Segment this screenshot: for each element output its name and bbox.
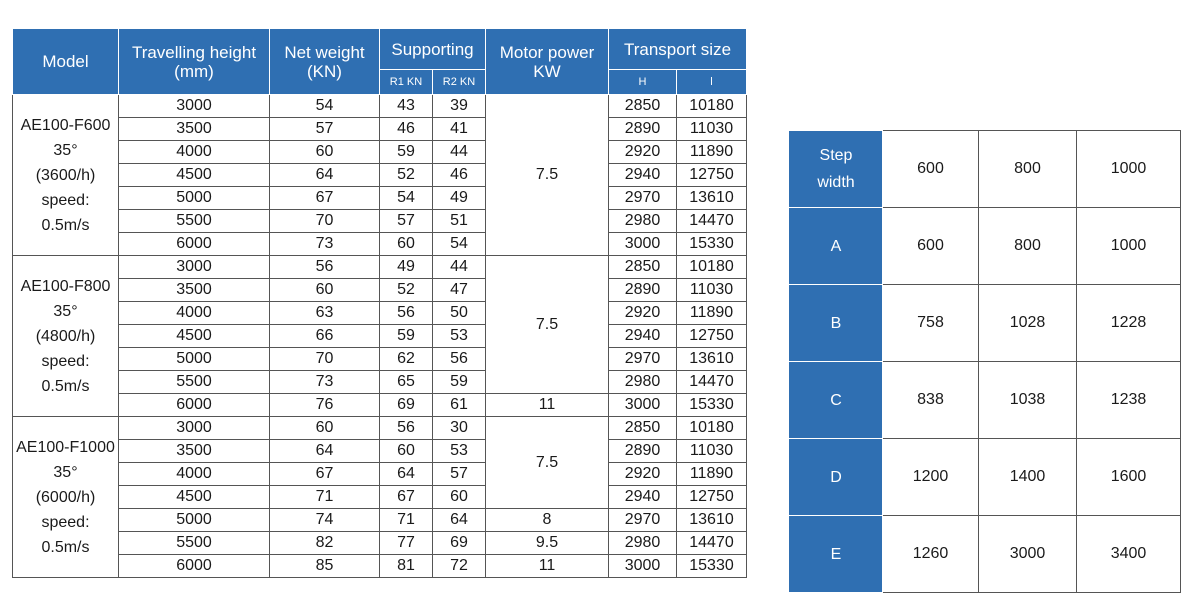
step-value-cell: 1200: [883, 439, 979, 516]
table-row: [790, 285, 1181, 362]
transport-h-cell: 2940: [609, 486, 677, 509]
motor-power-cell: 11: [486, 394, 609, 417]
transport-l-cell: 12750: [677, 164, 747, 187]
transport-l-cell: 12750: [677, 325, 747, 348]
r1-cell: 52: [380, 279, 433, 302]
transport-l-cell: 15330: [677, 555, 747, 578]
transport-l-cell: 14470: [677, 371, 747, 394]
step-value-cell: 1400: [979, 439, 1077, 516]
r2-cell: 57: [433, 463, 486, 486]
transport-h-cell: 2890: [609, 440, 677, 463]
net-weight-cell: 60: [270, 279, 380, 302]
step-row-label-line: B: [830, 314, 842, 332]
step-row-label: [790, 285, 883, 362]
travelling-height-cell: 6000: [119, 233, 270, 256]
model-cell: [13, 256, 119, 417]
table-row: [13, 210, 747, 233]
step-value-cell: 1260: [883, 516, 979, 593]
transport-l-cell: 11890: [677, 141, 747, 164]
travelling-height-cell: 4500: [119, 325, 270, 348]
transport-l-cell: 13610: [677, 348, 747, 371]
transport-h-cell: 2970: [609, 348, 677, 371]
header-supporting: Supporting: [380, 29, 486, 70]
step-width-table: [789, 130, 1181, 593]
r2-cell: 60: [433, 486, 486, 509]
r2-cell: 39: [433, 95, 486, 118]
transport-h-cell: 2980: [609, 210, 677, 233]
r1-cell: 54: [380, 187, 433, 210]
step-value-cell: 1000: [1077, 131, 1181, 208]
r2-cell: 72: [433, 555, 486, 578]
travelling-height-cell: 4500: [119, 164, 270, 187]
table-row: [13, 118, 747, 141]
model-line: 0.5m/s: [41, 377, 90, 395]
step-value-cell: 3000: [979, 516, 1077, 593]
transport-l-cell: 15330: [677, 233, 747, 256]
table-row: [13, 256, 747, 279]
table-row: [13, 233, 747, 256]
table-row: [790, 516, 1181, 593]
motor-power-cell: 11: [486, 555, 609, 578]
transport-l-cell: 11890: [677, 463, 747, 486]
r1-cell: 64: [380, 463, 433, 486]
step-value-cell: 1600: [1077, 439, 1181, 516]
net-weight-cell: 56: [270, 256, 380, 279]
model-line: speed:: [41, 513, 90, 531]
transport-h-cell: 2850: [609, 417, 677, 440]
r2-cell: 41: [433, 118, 486, 141]
transport-h-cell: 2890: [609, 118, 677, 141]
transport-h-cell: 3000: [609, 233, 677, 256]
net-weight-cell: 60: [270, 417, 380, 440]
transport-h-cell: 2890: [609, 279, 677, 302]
step-width-table-body: [790, 131, 1181, 593]
transport-h-cell: 2920: [609, 463, 677, 486]
table-row: [13, 486, 747, 509]
transport-h-cell: 2980: [609, 371, 677, 394]
travelling-height-cell: 3000: [119, 256, 270, 279]
net-weight-cell: 60: [270, 141, 380, 164]
model-line: 35°: [53, 463, 78, 481]
table-row: [13, 463, 747, 486]
motor-power-cell: 7.5: [486, 417, 609, 509]
model-line: 0.5m/s: [41, 538, 90, 556]
cropped-top-text: [608, 0, 1038, 4]
step-value-cell: 758: [883, 285, 979, 362]
transport-l-cell: 14470: [677, 210, 747, 233]
travelling-height-cell: 5000: [119, 348, 270, 371]
table-row: [13, 394, 747, 417]
r2-cell: 64: [433, 509, 486, 532]
travelling-height-cell: 3500: [119, 440, 270, 463]
table-row: [790, 362, 1181, 439]
transport-l-cell: 12750: [677, 486, 747, 509]
table-row: [13, 555, 747, 578]
table-row: [13, 371, 747, 394]
model-cell: [13, 95, 119, 256]
r1-cell: 65: [380, 371, 433, 394]
transport-h-cell: 3000: [609, 555, 677, 578]
transport-l-cell: 11890: [677, 302, 747, 325]
table-row: [13, 417, 747, 440]
travelling-height-cell: 5500: [119, 371, 270, 394]
step-row-label-line: C: [830, 391, 842, 409]
transport-h-cell: 2920: [609, 302, 677, 325]
r2-cell: 44: [433, 141, 486, 164]
transport-h-cell: 3000: [609, 394, 677, 417]
motor-power-cell: 9.5: [486, 532, 609, 555]
transport-l-cell: 11030: [677, 118, 747, 141]
net-weight-cell: 70: [270, 210, 380, 233]
r2-cell: 56: [433, 348, 486, 371]
table-row: [13, 164, 747, 187]
header-motor-power: Motor power KW: [486, 29, 609, 95]
step-value-cell: 800: [979, 131, 1077, 208]
net-weight-cell: 66: [270, 325, 380, 348]
r2-cell: 51: [433, 210, 486, 233]
r2-cell: 54: [433, 233, 486, 256]
r2-cell: 53: [433, 325, 486, 348]
model-line: AE100-F600: [20, 116, 111, 134]
model-line: (3600/h): [35, 166, 96, 184]
step-row-label-line: E: [830, 545, 842, 563]
header-model: Model: [13, 29, 119, 95]
r1-cell: 56: [380, 417, 433, 440]
net-weight-cell: 74: [270, 509, 380, 532]
header-r1: R1 KN: [380, 70, 433, 95]
transport-h-cell: 2940: [609, 164, 677, 187]
r1-cell: 62: [380, 348, 433, 371]
transport-h-cell: 2970: [609, 509, 677, 532]
r2-cell: 47: [433, 279, 486, 302]
header-h: H: [609, 70, 677, 95]
model-line: 0.5m/s: [41, 216, 90, 234]
r1-cell: 69: [380, 394, 433, 417]
transport-h-cell: 2980: [609, 532, 677, 555]
net-weight-cell: 70: [270, 348, 380, 371]
travelling-height-cell: 5000: [119, 509, 270, 532]
travelling-height-cell: 6000: [119, 555, 270, 578]
net-weight-cell: 63: [270, 302, 380, 325]
transport-l-cell: 11030: [677, 279, 747, 302]
transport-l-cell: 13610: [677, 187, 747, 210]
travelling-height-cell: 3000: [119, 417, 270, 440]
transport-h-cell: 2940: [609, 325, 677, 348]
table-row: [13, 141, 747, 164]
table-row: [790, 131, 1181, 208]
model-line: AE100-F1000: [16, 438, 115, 456]
spec-table: [12, 28, 747, 578]
step-value-cell: 838: [883, 362, 979, 439]
r2-cell: 59: [433, 371, 486, 394]
step-value-cell: 3400: [1077, 516, 1181, 593]
r1-cell: 57: [380, 210, 433, 233]
transport-h-cell: 2850: [609, 256, 677, 279]
step-value-cell: 1000: [1077, 208, 1181, 285]
step-value-cell: 600: [883, 208, 979, 285]
header-l: l: [677, 70, 747, 95]
r2-cell: 49: [433, 187, 486, 210]
transport-h-cell: 2920: [609, 141, 677, 164]
table-row: [13, 302, 747, 325]
net-weight-cell: 64: [270, 440, 380, 463]
travelling-height-cell: 4000: [119, 302, 270, 325]
model-line: (6000/h): [35, 488, 96, 506]
step-value-cell: 600: [883, 131, 979, 208]
spec-table-body: [13, 95, 747, 578]
table-row: [13, 509, 747, 532]
r1-cell: 43: [380, 95, 433, 118]
header-travelling-height: Travelling height (mm): [119, 29, 270, 95]
step-value-cell: 800: [979, 208, 1077, 285]
model-line: speed:: [41, 191, 90, 209]
travelling-height-cell: 5500: [119, 210, 270, 233]
r1-cell: 71: [380, 509, 433, 532]
transport-l-cell: 15330: [677, 394, 747, 417]
r1-cell: 67: [380, 486, 433, 509]
step-row-label: [790, 131, 883, 208]
net-weight-cell: 67: [270, 463, 380, 486]
table-row: [790, 439, 1181, 516]
model-line: 35°: [53, 302, 78, 320]
net-weight-cell: 54: [270, 95, 380, 118]
travelling-height-cell: 3500: [119, 118, 270, 141]
transport-l-cell: 11030: [677, 440, 747, 463]
table-row: [13, 532, 747, 555]
step-value-cell: 1238: [1077, 362, 1181, 439]
step-row-label-line: Step: [819, 147, 853, 164]
header-r2: R2 KN: [433, 70, 486, 95]
header-transport-size: Transport size: [609, 29, 747, 70]
transport-l-cell: 14470: [677, 532, 747, 555]
net-weight-cell: 73: [270, 371, 380, 394]
model-cell: [13, 417, 119, 578]
r2-cell: 44: [433, 256, 486, 279]
travelling-height-cell: 5500: [119, 532, 270, 555]
net-weight-cell: 64: [270, 164, 380, 187]
transport-h-cell: 2970: [609, 187, 677, 210]
transport-h-cell: 2850: [609, 95, 677, 118]
table-row: [790, 208, 1181, 285]
table-row: [13, 95, 747, 118]
step-value-cell: 1228: [1077, 285, 1181, 362]
r1-cell: 46: [380, 118, 433, 141]
travelling-height-cell: 4500: [119, 486, 270, 509]
step-row-label-line: D: [830, 468, 842, 486]
r1-cell: 60: [380, 440, 433, 463]
r1-cell: 59: [380, 141, 433, 164]
r2-cell: 53: [433, 440, 486, 463]
net-weight-cell: 85: [270, 555, 380, 578]
r2-cell: 50: [433, 302, 486, 325]
travelling-height-cell: 6000: [119, 394, 270, 417]
r1-cell: 81: [380, 555, 433, 578]
transport-l-cell: 10180: [677, 417, 747, 440]
motor-power-cell: 7.5: [486, 256, 609, 394]
step-row-label-line: A: [830, 237, 842, 255]
travelling-height-cell: 4000: [119, 141, 270, 164]
travelling-height-cell: 5000: [119, 187, 270, 210]
net-weight-cell: 57: [270, 118, 380, 141]
step-value-cell: 1028: [979, 285, 1077, 362]
net-weight-cell: 67: [270, 187, 380, 210]
transport-l-cell: 13610: [677, 509, 747, 532]
travelling-height-cell: 4000: [119, 463, 270, 486]
table-row: [13, 187, 747, 210]
model-line: (4800/h): [35, 327, 96, 345]
step-value-cell: 1038: [979, 362, 1077, 439]
net-weight-cell: 71: [270, 486, 380, 509]
r1-cell: 77: [380, 532, 433, 555]
r2-cell: 46: [433, 164, 486, 187]
r2-cell: 69: [433, 532, 486, 555]
r1-cell: 52: [380, 164, 433, 187]
table-row: [13, 325, 747, 348]
net-weight-cell: 76: [270, 394, 380, 417]
model-line: speed:: [41, 352, 90, 370]
transport-l-cell: 10180: [677, 95, 747, 118]
transport-l-cell: 10180: [677, 256, 747, 279]
header-net-weight: Net weight (KN): [270, 29, 380, 95]
motor-power-cell: 8: [486, 509, 609, 532]
step-row-label: [790, 208, 883, 285]
table-row: [13, 279, 747, 302]
model-line: 35°: [53, 141, 78, 159]
table-row: [13, 348, 747, 371]
step-row-label-line: width: [817, 174, 855, 191]
r1-cell: 59: [380, 325, 433, 348]
table-row: [13, 440, 747, 463]
step-row-label: [790, 516, 883, 593]
r1-cell: 56: [380, 302, 433, 325]
r2-cell: 30: [433, 417, 486, 440]
step-row-label: [790, 362, 883, 439]
net-weight-cell: 82: [270, 532, 380, 555]
r1-cell: 60: [380, 233, 433, 256]
travelling-height-cell: 3500: [119, 279, 270, 302]
step-row-label: [790, 439, 883, 516]
r2-cell: 61: [433, 394, 486, 417]
motor-power-cell: 7.5: [486, 95, 609, 256]
travelling-height-cell: 3000: [119, 95, 270, 118]
r1-cell: 49: [380, 256, 433, 279]
model-line: AE100-F800: [20, 277, 111, 295]
net-weight-cell: 73: [270, 233, 380, 256]
